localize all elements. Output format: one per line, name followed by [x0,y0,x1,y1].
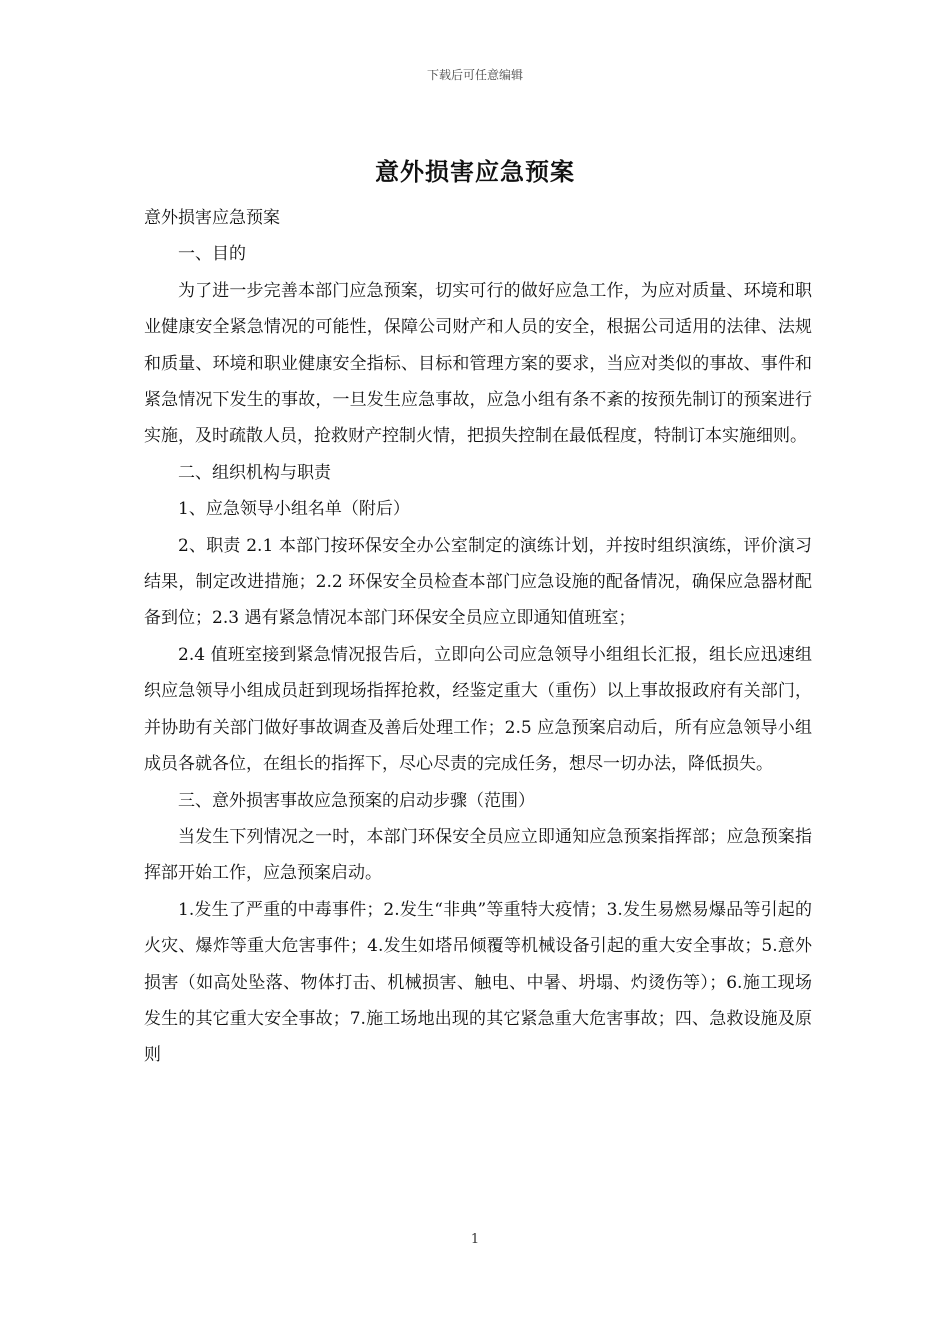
section-heading-organization: 二、组织机构与职责 [178,462,331,483]
paragraph-purpose: 为了进一步完善本部门应急预案，切实可行的做好应急工作，为应对质量、环境和职业健康安全紧急情况的可能性，保障公司财产和人员的安全，根据公司适用的法律、法规和质量、环境和职业健康安全指标、目标和管理方案的要求，当应对类似的事故、事件和紧急情况下发生的事故，一旦发生应急事故，应急小组有条不紊的按预先制订的预案进行实施，及时疏散人员，抢救财产控制火情，把损失控制在最低程度，特制订本实施细则。 [144,280,812,447]
section-heading-purpose: 一、目的 [178,244,246,265]
paragraph-activation: 当发生下列情况之一时，本部门环保安全员应立即通知应急预案指挥部；应急预案指挥部开始工作，应急预案启动。 [144,826,812,884]
document-title: 意外损害应急预案 [375,157,575,186]
paragraph-situations-list: 1.发生了严重的中毒事件；2.发生“非典”等重特大疫情；3.发生易燃易爆品等引起的火灾、爆炸等重大危害事件；4.发生如塔吊倾覆等机械设备引起的重大安全事故；5.意外损害（如高处坠落、物体打击、机械损害、触电、中暑、坍塌、灼烫伤等）；6.施工现场发生的其它重大安全事故；7.施工场地出现的其它紧急重大危害事故；四、急救设施及原则 [144,899,812,1066]
page-header: 下载后可任意编辑 [426,68,523,82]
paragraph-duty-room: 2.4 值班室接到紧急情况报告后，立即向公司应急领导小组组长汇报，组长应迅速组织应急领导小组成员赶到现场指挥抢救，经鉴定重大（重伤）以上事故报政府有关部门，并协助有关部门做好事故调查及善后处理工作；2.5 应急预案启动后，所有应急领导小组成员各就各位，在组长的指挥下，尽心尽责的完成任务，想尽一切办法，降低损失。 [144,644,812,775]
paragraph-leadership-list: 1、应急领导小组名单（附后） [178,499,410,520]
section-heading-activation: 三、意外损害事故应急预案的启动步骤（范围） [178,790,535,811]
page-number: 1 [470,1232,480,1247]
paragraph-duties: 2、职责 2.1 本部门按环保安全办公室制定的演练计划，并按时组织演练，评价演习结果，制定改进措施；2.2 环保安全员检查本部门应急设施的配备情况，确保应急器材配备到位；2.3 遇有紧急情况本部门环保安全员应立即通知值班室； [144,535,812,629]
document-body [144,200,812,1074]
paragraph-subtitle: 意外损害应急预案 [144,208,280,228]
